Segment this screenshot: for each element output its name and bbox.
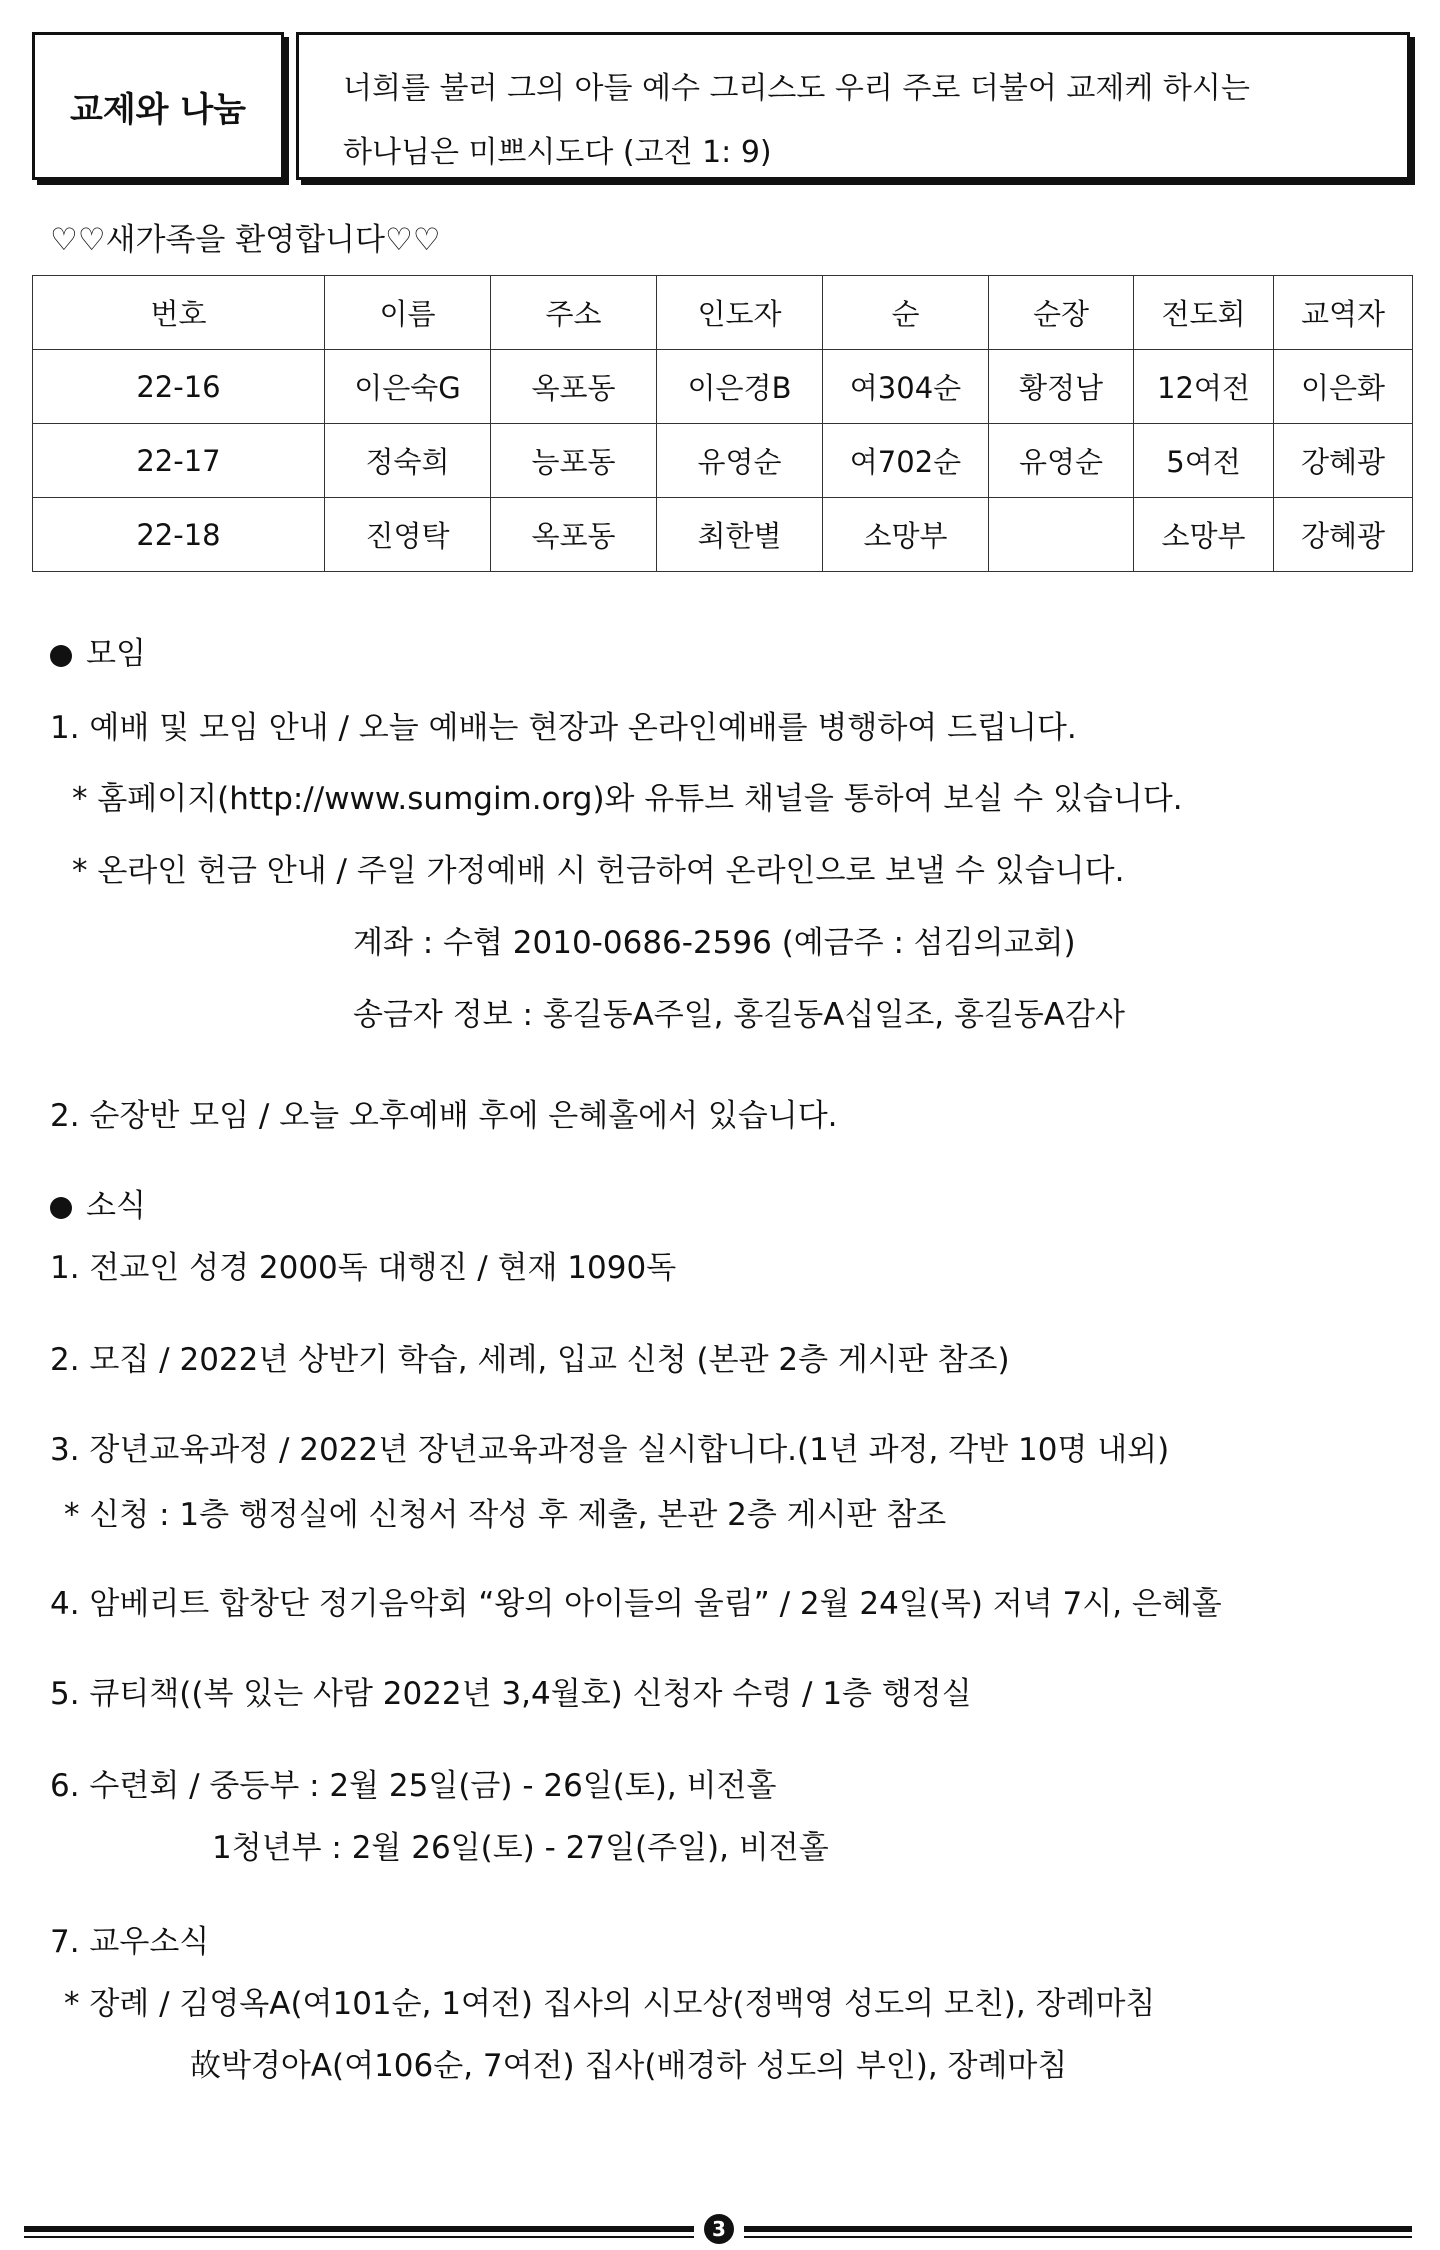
table-cell: 옥포동 — [491, 498, 657, 572]
table-cell — [989, 498, 1134, 572]
news-item-3: 3. 장년교육과정 / 2022년 장년교육과정을 실시합니다.(1년 과정, 각반 10명 내외) — [50, 1432, 1170, 1468]
verse-line-1: 너희를 불러 그의 아들 예수 그리스도 우리 주로 더불어 교제케 하시는 — [343, 71, 1250, 106]
news-item-2: 2. 모집 / 2022년 상반기 학습, 세례, 입교 신청 (본관 2층 게시판 참조) — [50, 1342, 1010, 1378]
table-cell: 강혜광 — [1274, 424, 1413, 498]
table-cell: 22-18 — [33, 498, 325, 572]
news-item-3-note: * 신청 : 1층 행정실에 신청서 작성 후 제출, 본관 2층 게시판 참조 — [64, 1497, 947, 1533]
verse-box — [296, 32, 1410, 180]
table-cell: 12여전 — [1134, 350, 1274, 424]
column-header: 인도자 — [657, 276, 823, 350]
table-row — [33, 350, 1413, 424]
new-family-table — [32, 275, 1413, 572]
news-item-6: 6. 수련회 / 중등부 : 2월 25일(금) - 26일(토), 비전홀 — [50, 1768, 777, 1804]
column-header: 이름 — [325, 276, 491, 350]
meeting-item-2: 2. 순장반 모임 / 오늘 오후예배 후에 은혜홀에서 있습니다. — [50, 1098, 838, 1134]
account-info: 계좌 : 수협 2010-0686-2596 (예금주 : 섬김의교회) — [353, 925, 1076, 961]
news-item-7-note-1: * 장례 / 김영옥A(여101순, 1여전) 집사의 시모상(정백영 성도의 모친), 장례마침 — [64, 1986, 1156, 2022]
column-header: 전도회 — [1134, 276, 1274, 350]
table-cell: 강혜광 — [1274, 498, 1413, 572]
table-cell: 22-16 — [33, 350, 325, 424]
meeting-item-1: 1. 예배 및 모임 안내 / 오늘 예배는 현장과 온라인예배를 병행하여 드립니다. — [50, 710, 1077, 746]
table-cell: 22-17 — [33, 424, 325, 498]
column-header: 교역자 — [1274, 276, 1413, 350]
news-item-6-line-2: 1청년부 : 2월 26일(토) - 27일(주일), 비전홀 — [212, 1830, 829, 1866]
table-cell: 여702순 — [823, 424, 989, 498]
section-title: 교제와 나눔 — [69, 89, 247, 130]
meetings-heading — [50, 628, 146, 673]
news-item-7: 7. 교우소식 — [50, 1924, 210, 1960]
table-cell: 유영순 — [657, 424, 823, 498]
table-cell: 옥포동 — [491, 350, 657, 424]
news-item-4: 4. 암베리트 합창단 정기음악회 “왕의 아이들의 울림” / 2월 24일(목) 저녁 7시, 은혜홀 — [50, 1586, 1222, 1622]
footer-rule-right — [744, 2226, 1412, 2232]
footer-rule-left — [24, 2226, 694, 2232]
table-header-row — [33, 276, 1413, 350]
table-cell: 소망부 — [823, 498, 989, 572]
meetings-heading-label: 모임 — [86, 636, 146, 672]
page-number: 3 — [704, 2214, 734, 2244]
column-header: 번호 — [33, 276, 325, 350]
table-cell: 이은화 — [1274, 350, 1413, 424]
news-item-5: 5. 큐티책((복 있는 사람 2022년 3,4월호) 신청자 수령 / 1층 행정실 — [50, 1676, 972, 1712]
meeting-item-1-note-1: * 홈페이지(http://www.sumgim.org)와 유튜브 채널을 통하여 보실 수 있습니다. — [72, 781, 1183, 817]
meeting-item-1-note-2: * 온라인 헌금 안내 / 주일 가정예배 시 헌금하여 온라인으로 보낼 수 있습니다. — [72, 853, 1125, 889]
table-cell: 정숙희 — [325, 424, 491, 498]
table-cell: 진영탁 — [325, 498, 491, 572]
table-cell: 능포동 — [491, 424, 657, 498]
welcome-title: ♡♡새가족을 환영합니다♡♡ — [50, 222, 441, 258]
bullet-icon — [50, 645, 72, 667]
news-heading-label: 소식 — [86, 1188, 146, 1224]
news-item-1: 1. 전교인 성경 2000독 대행진 / 현재 1090독 — [50, 1250, 677, 1286]
table-cell: 최한별 — [657, 498, 823, 572]
verse-line-2: 하나님은 미쁘시도다 (고전 1: 9) — [343, 135, 772, 170]
column-header: 주소 — [491, 276, 657, 350]
table-cell: 이은숙G — [325, 350, 491, 424]
table-row — [33, 424, 1413, 498]
table-cell: 유영순 — [989, 424, 1134, 498]
sender-info: 송금자 정보 : 홍길동A주일, 홍길동A십일조, 홍길동A감사 — [353, 997, 1125, 1033]
table-row — [33, 498, 1413, 572]
table-cell: 황정남 — [989, 350, 1134, 424]
table-cell: 이은경B — [657, 350, 823, 424]
section-title-box — [32, 32, 284, 180]
footer-rule-right-thin — [744, 2236, 1412, 2238]
bullet-icon — [50, 1197, 72, 1219]
footer-rule-left-thin — [24, 2236, 694, 2238]
table-cell: 소망부 — [1134, 498, 1274, 572]
news-item-7-note-2: 故박경아A(여106순, 7여전) 집사(배경하 성도의 부인), 장례마침 — [190, 2048, 1068, 2084]
news-heading — [50, 1180, 146, 1225]
table-cell: 5여전 — [1134, 424, 1274, 498]
table-cell: 여304순 — [823, 350, 989, 424]
column-header: 순장 — [989, 276, 1134, 350]
column-header: 순 — [823, 276, 989, 350]
